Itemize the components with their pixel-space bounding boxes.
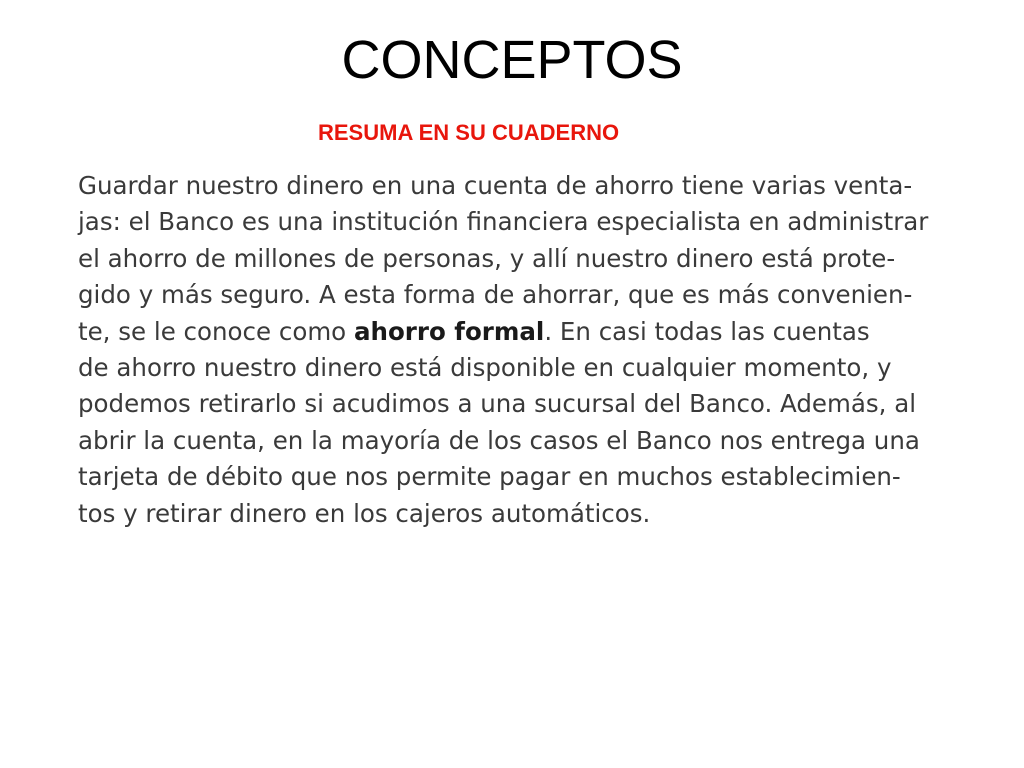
paragraph-line: tarjeta de débito que nos permite pagar en muchos establecimien- bbox=[78, 462, 901, 492]
paragraph-line: podemos retirarlo si acudimos a una sucursal del Banco. Además, al bbox=[78, 389, 917, 419]
paragraph-line: Guardar nuestro dinero en una cuenta de ahorro tiene varias venta- bbox=[78, 171, 913, 200]
paragraph-line: jas: el Banco es una institución financiera especialista en administrar bbox=[78, 207, 929, 237]
paragraph-line: gido y más seguro. A esta forma de ahorrar, que es más convenien- bbox=[78, 280, 913, 310]
bold-term: ahorro formal bbox=[353, 316, 545, 346]
slide-title: CONCEPTOS bbox=[341, 30, 683, 90]
paragraph-text-segment: te, se le conoce como bbox=[78, 316, 354, 346]
body-paragraph bbox=[78, 168, 998, 532]
paragraph-line: abrir la cuenta, en la mayoría de los casos el Banco nos entrega una bbox=[78, 425, 920, 455]
paragraph-line: el ahorro de millones de personas, y allí nuestro dinero está prote- bbox=[78, 243, 896, 273]
paragraph-line: tos y retirar dinero en los cajeros automáticos. bbox=[78, 498, 651, 528]
paragraph-text-segment: . En casi todas las cuentas bbox=[544, 316, 870, 346]
paragraph-line bbox=[78, 314, 998, 350]
slide-subtitle: RESUMA EN SU CUADERNO bbox=[318, 120, 620, 145]
paragraph-line: de ahorro nuestro dinero está disponible en cualquier momento, y bbox=[78, 353, 892, 383]
